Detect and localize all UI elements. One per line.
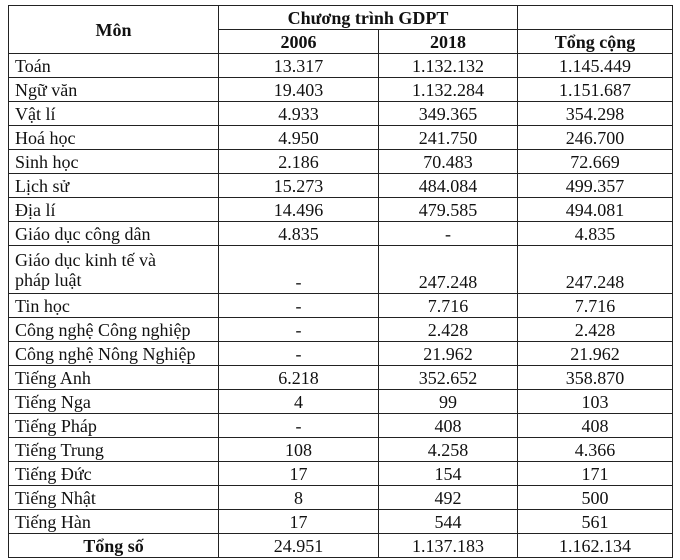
subjects-table — [8, 5, 673, 558]
table-row — [9, 462, 673, 486]
subject-line-1: Giáo dục kinh tế và — [15, 249, 156, 270]
value-total: 494.081 — [518, 198, 673, 222]
value-2018: 70.483 — [379, 150, 518, 174]
table-row — [9, 102, 673, 126]
total-row — [9, 534, 673, 558]
table-row — [9, 222, 673, 246]
value-2006: 19.403 — [219, 78, 379, 102]
header-group: Chương trình GDPT — [219, 6, 518, 30]
value-total: 354.298 — [518, 102, 673, 126]
value-total: 2.428 — [518, 318, 673, 342]
header-empty — [518, 6, 673, 30]
value-total: 7.716 — [518, 294, 673, 318]
value-2018: 544 — [379, 510, 518, 534]
value-2006: 8 — [219, 486, 379, 510]
subject-cell: Ngữ văn — [9, 78, 219, 102]
value-total: 561 — [518, 510, 673, 534]
header-2006: 2006 — [219, 30, 379, 54]
value-2018: 7.716 — [379, 294, 518, 318]
value-2018: 492 — [379, 486, 518, 510]
table-row — [9, 294, 673, 318]
table-row — [9, 150, 673, 174]
value-2006: 108 — [219, 438, 379, 462]
value-2018: 349.365 — [379, 102, 518, 126]
table-row — [9, 366, 673, 390]
value-2006: 4.933 — [219, 102, 379, 126]
subject-cell: Sinh học — [9, 150, 219, 174]
value-total: 21.962 — [518, 342, 673, 366]
value-2006: - — [219, 294, 379, 318]
value-total: 4.366 — [518, 438, 673, 462]
value-2018: 484.084 — [379, 174, 518, 198]
subject-cell: Công nghệ Công nghiệp — [9, 318, 219, 342]
value-total: 1.145.449 — [518, 54, 673, 78]
subject-cell: Địa lí — [9, 198, 219, 222]
table-row — [9, 174, 673, 198]
value-total: 408 — [518, 414, 673, 438]
value-2006: 15.273 — [219, 174, 379, 198]
subject-cell: Tiếng Đức — [9, 462, 219, 486]
value-total: 1.151.687 — [518, 78, 673, 102]
subject-cell: Tin học — [9, 294, 219, 318]
subject-cell: Vật lí — [9, 102, 219, 126]
header-total: Tổng cộng — [518, 30, 673, 54]
header-row-1 — [9, 6, 673, 30]
table-row — [9, 126, 673, 150]
value-2018: 247.248 — [379, 246, 518, 294]
value-total: 171 — [518, 462, 673, 486]
subject-line-2: pháp luật — [15, 269, 82, 290]
table-row — [9, 438, 673, 462]
value-total: 246.700 — [518, 126, 673, 150]
value-2006: 13.317 — [219, 54, 379, 78]
value-2006: 4.835 — [219, 222, 379, 246]
value-2006: 6.218 — [219, 366, 379, 390]
table-row — [9, 246, 673, 294]
subject-cell: Tiếng Nhật — [9, 486, 219, 510]
table-row — [9, 390, 673, 414]
value-2006: - — [219, 414, 379, 438]
value-total: 247.248 — [518, 246, 673, 294]
value-2018: 479.585 — [379, 198, 518, 222]
value-2006: 4 — [219, 390, 379, 414]
value-total: 500 — [518, 486, 673, 510]
value-2018: - — [379, 222, 518, 246]
subject-cell: Lịch sử — [9, 174, 219, 198]
table-row — [9, 198, 673, 222]
total-label: Tổng số — [9, 534, 219, 558]
table-row — [9, 54, 673, 78]
subject-cell: Tiếng Hàn — [9, 510, 219, 534]
total-2018: 1.137.183 — [379, 534, 518, 558]
total-sum: 1.162.134 — [518, 534, 673, 558]
table-row — [9, 318, 673, 342]
value-2018: 1.132.132 — [379, 54, 518, 78]
value-2006: 17 — [219, 462, 379, 486]
subject-cell — [9, 246, 219, 294]
value-total: 358.870 — [518, 366, 673, 390]
value-2006: - — [219, 246, 379, 294]
value-2018: 408 — [379, 414, 518, 438]
value-2006: 2.186 — [219, 150, 379, 174]
table-row — [9, 510, 673, 534]
value-2006: - — [219, 318, 379, 342]
subject-cell: Tiếng Pháp — [9, 414, 219, 438]
value-2006: 17 — [219, 510, 379, 534]
value-2018: 99 — [379, 390, 518, 414]
value-2018: 352.652 — [379, 366, 518, 390]
subject-cell: Toán — [9, 54, 219, 78]
subject-cell: Tiếng Anh — [9, 366, 219, 390]
value-total: 72.669 — [518, 150, 673, 174]
value-total: 4.835 — [518, 222, 673, 246]
value-2018: 241.750 — [379, 126, 518, 150]
value-2006: 14.496 — [219, 198, 379, 222]
subject-cell: Công nghệ Nông Nghiệp — [9, 342, 219, 366]
table-row — [9, 486, 673, 510]
table-row — [9, 342, 673, 366]
table-row — [9, 78, 673, 102]
subject-cell: Tiếng Nga — [9, 390, 219, 414]
value-2006: 4.950 — [219, 126, 379, 150]
value-2018: 1.132.284 — [379, 78, 518, 102]
value-total: 499.357 — [518, 174, 673, 198]
value-2018: 4.258 — [379, 438, 518, 462]
header-2018: 2018 — [379, 30, 518, 54]
header-subject: Môn — [9, 6, 219, 54]
value-2018: 154 — [379, 462, 518, 486]
subject-cell: Hoá học — [9, 126, 219, 150]
value-2018: 2.428 — [379, 318, 518, 342]
subject-cell: Tiếng Trung — [9, 438, 219, 462]
value-2018: 21.962 — [379, 342, 518, 366]
total-2006: 24.951 — [219, 534, 379, 558]
value-2006: - — [219, 342, 379, 366]
value-total: 103 — [518, 390, 673, 414]
subject-cell: Giáo dục công dân — [9, 222, 219, 246]
table-row — [9, 414, 673, 438]
